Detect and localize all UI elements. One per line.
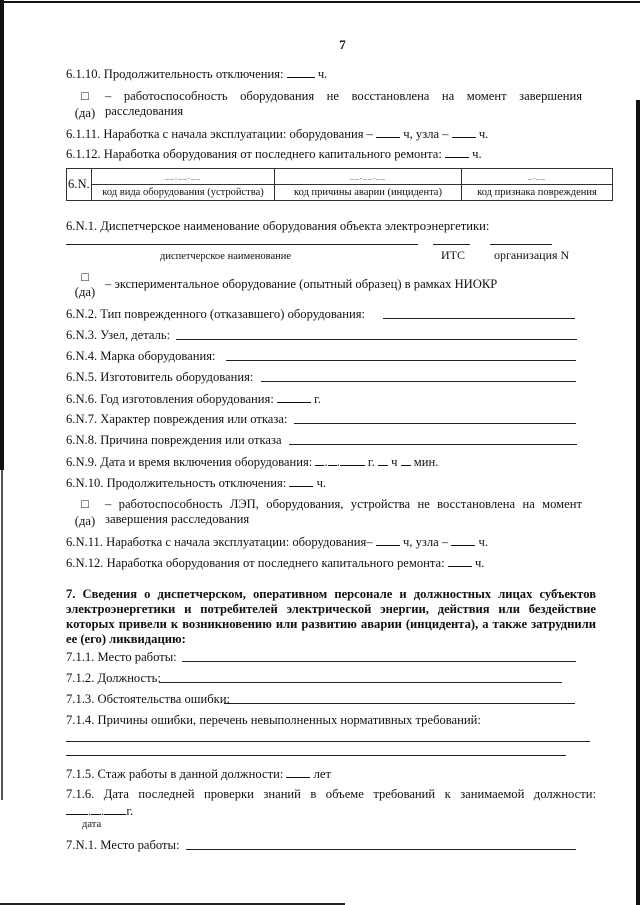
hour-field[interactable] — [378, 454, 388, 466]
checkbox-answer: (да) — [74, 106, 96, 120]
unit: ч, узла – — [403, 127, 449, 141]
unit: ч — [391, 455, 398, 469]
position-field[interactable] — [159, 682, 562, 683]
checkbox-icon[interactable]: □ — [81, 270, 89, 284]
item-label: 6.N.7. Характер повреждения или отказа: — [66, 412, 288, 426]
item-label: 6.N.3. Узел, деталь: — [66, 328, 171, 342]
item-6-n-1 — [66, 219, 489, 234]
item-label: 6.N.4. Марка оборудования: — [66, 349, 216, 363]
unit: ч, узла – — [402, 535, 449, 549]
duration-field[interactable] — [287, 66, 315, 78]
equipment-brand-field[interactable] — [226, 360, 576, 361]
item-6-n-12 — [66, 555, 484, 571]
page-number: 7 — [339, 37, 346, 52]
item-label: 6.N.11. Наработка с начала эксплуатации: оборудования– — [66, 535, 373, 549]
item-6-n-3 — [66, 328, 170, 343]
item-6-n-11 — [66, 534, 488, 550]
item-label: 6.N.6. Год изготовления оборудования: — [66, 392, 274, 406]
item-6-n-4 — [66, 349, 216, 364]
month-field[interactable] — [328, 454, 337, 466]
damage-nature-field[interactable] — [294, 423, 576, 424]
equipment-hours-field[interactable] — [376, 534, 400, 546]
item-6-1-10 — [66, 66, 327, 82]
year-field[interactable] — [340, 454, 365, 466]
unit: ч. — [474, 556, 485, 570]
code-table — [66, 168, 613, 201]
date-separator: . — [324, 455, 328, 469]
organization-caption: организация N — [494, 248, 570, 262]
day-field[interactable] — [66, 803, 88, 815]
item-6-n-2 — [66, 307, 365, 322]
failure-cause-code-label: код причины аварии (инцидента) — [275, 185, 462, 201]
item-label: 6.N.9. Дата и время включения оборудования: — [66, 455, 313, 469]
date-caption: дата — [82, 819, 102, 830]
item-7-1-6: 7.1.6. Дата последней проверки знаний в объеме требований к занимаемой должности: — [66, 787, 596, 801]
repair-hours-field[interactable] — [448, 555, 472, 567]
unit: ч. — [478, 535, 488, 549]
workplace-n-field[interactable] — [186, 849, 576, 850]
unit: лет — [313, 767, 332, 781]
item-6-n-10 — [66, 475, 326, 491]
node-part-field[interactable] — [176, 339, 577, 340]
checkbox-text — [105, 497, 582, 527]
its-caption: ИТС — [441, 248, 465, 262]
item-6-1-12 — [66, 146, 482, 162]
checkbox-icon[interactable]: □ — [81, 89, 89, 103]
frame-top-edge — [0, 1, 640, 3]
frame-left-edge — [0, 0, 4, 470]
year-field[interactable] — [104, 803, 126, 815]
month-field[interactable] — [91, 803, 101, 815]
item-label: 7.1.1. Место работы: — [66, 650, 177, 664]
unit: г. — [126, 804, 134, 818]
date-separator: . — [88, 804, 92, 818]
minute-field[interactable] — [401, 454, 411, 466]
unit: ч. — [316, 476, 327, 490]
item-label: 6.1.10. Продолжительность отключения: — [66, 67, 284, 81]
error-causes-field-line2[interactable] — [66, 755, 566, 756]
item-7-1-2 — [66, 671, 161, 686]
item-7-1-4 — [66, 713, 481, 728]
item-label: 7.1.2. Должность: — [66, 671, 161, 685]
checkbox-text-line2: расследования — [105, 104, 184, 118]
checkbox-text-line1: – работоспособность оборудования не восстановлена на момент завершения — [105, 89, 582, 103]
item-label: 6.1.12. Наработка оборудования от последнего капитального ремонта: — [66, 147, 442, 161]
node-hours-field[interactable] — [451, 534, 475, 546]
date-separator: . — [101, 804, 105, 818]
its-field[interactable] — [433, 244, 470, 245]
organization-field[interactable] — [490, 244, 552, 245]
damage-sign-code-label: код признака повреждения — [462, 185, 613, 201]
section-7-heading: 7. Сведения о диспетчерском, оперативном персонале и должностных лицах субъектов электроэнергетики и потребителей электрической энергии, действия или бездействие которых привели к возникновению или развитию аварии (инцидента), а также затруднили ее (его) ликвидацию: — [66, 587, 596, 646]
unit: ч. — [472, 147, 482, 161]
unit: ч. — [478, 127, 489, 141]
item-6-1-11 — [66, 126, 488, 142]
item-label: 6.N.2. Тип поврежденного (отказавшего) оборудования: — [66, 307, 366, 321]
item-7-1-5 — [66, 766, 331, 782]
damage-cause-field[interactable] — [289, 444, 577, 445]
equipment-type-code-label: код вида оборудования (устройства) — [92, 185, 275, 201]
failure-cause-code-field[interactable]: __.__.__ — [275, 169, 462, 185]
item-label: 6.N.5. Изготовитель оборудования: — [66, 370, 254, 384]
checkbox-answer: (да) — [74, 514, 96, 528]
item-label: 6.N.8. Причина повреждения или отказа — [66, 433, 282, 447]
unit: г. — [314, 392, 322, 406]
unit: мин. — [413, 455, 439, 469]
frame-right-edge — [636, 100, 640, 905]
manufacturer-field[interactable] — [261, 381, 576, 382]
item-7-1-1 — [66, 650, 177, 665]
date-separator: . — [336, 455, 340, 469]
item-label: 7.N.1. Место работы: — [66, 838, 180, 852]
checkbox-column — [70, 89, 100, 121]
error-circumstances-field[interactable] — [224, 703, 575, 704]
checkbox-text — [105, 89, 582, 119]
item-6-n-5 — [66, 370, 253, 385]
workplace-field[interactable] — [182, 661, 576, 662]
unit: г. — [367, 455, 375, 469]
code-table-row-label: 6.N. — [67, 169, 92, 201]
equipment-type-code-field[interactable]: __.__.__ — [92, 169, 275, 185]
item-label: 6.N.12. Наработка оборудования от последнего капитального ремонта: — [66, 556, 445, 570]
item-6-n-8 — [66, 433, 282, 448]
manufacture-year-field[interactable] — [277, 391, 311, 403]
damage-sign-code-field[interactable]: _.__ — [462, 169, 613, 185]
error-causes-field-line1[interactable] — [66, 741, 590, 742]
item-6-n-6 — [66, 391, 321, 407]
item-label: 7.1.3. Обстоятельства ошибки: — [66, 692, 230, 706]
checkbox-column — [70, 497, 100, 529]
item-label: 7.1.5. Стаж работы в данной должности: — [66, 767, 284, 781]
item-label: 6.N.1. Диспетчерское наименование оборудования объекта электроэнергетики: — [66, 219, 490, 233]
item-label: 7.1.4. Причины ошибки, перечень невыполненных нормативных требований: — [66, 713, 481, 727]
checkbox-text-line1: – работоспособность ЛЭП, оборудования, устройства не восстановлена на момент — [105, 497, 582, 511]
checkbox-icon[interactable]: □ — [81, 497, 89, 511]
duration-field[interactable] — [289, 475, 313, 487]
node-hours-field[interactable] — [452, 126, 476, 138]
equipment-type-field[interactable] — [383, 318, 575, 319]
dispatch-name-caption: диспетчерское наименование — [160, 251, 292, 262]
item-7-1-3 — [66, 692, 230, 707]
experience-years-field[interactable] — [286, 766, 310, 778]
item-label: 6.N.10. Продолжительность отключения: — [66, 476, 287, 490]
equipment-hours-field[interactable] — [376, 126, 400, 138]
item-7-n-1 — [66, 838, 179, 853]
checkbox-text: – экспериментальное оборудование (опытный образец) в рамках НИОКР — [105, 277, 498, 291]
checkbox-text-line2: завершения расследования — [105, 512, 250, 526]
checkbox-column — [70, 270, 100, 300]
checkbox-answer: (да) — [74, 285, 96, 299]
item-6-n-9 — [66, 454, 438, 470]
repair-hours-field[interactable] — [445, 146, 469, 158]
frame-left-edge-lower — [1, 470, 3, 800]
unit: ч. — [317, 67, 328, 81]
dispatch-name-field[interactable] — [66, 244, 418, 245]
item-label: 6.1.11. Наработка с начала эксплуатации: оборудования – — [66, 127, 373, 141]
item-6-n-7 — [66, 412, 287, 427]
